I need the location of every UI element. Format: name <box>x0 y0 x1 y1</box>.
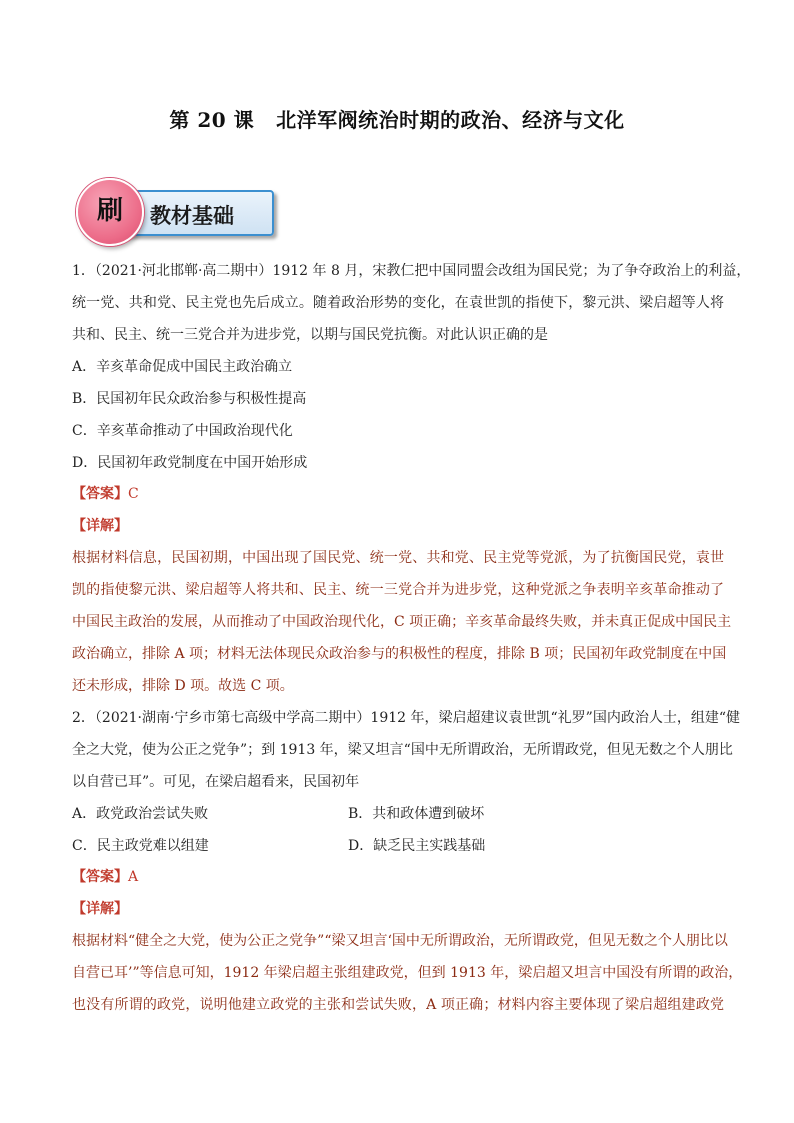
q1-option-c: C．辛亥革命推动了中国政治现代化 <box>72 423 293 439</box>
q2-detail-line: 根据材料“健全之大党，使为公正之党争”“梁又坦言‘国中无所谓政治，无所谓政党，但见无数之个人朋比以 <box>72 933 728 949</box>
q2-detail-label: 【详解】 <box>72 901 128 917</box>
q1-stem-line: 统一党、共和党、民主党也先后成立。随着政治形势的变化，在袁世凯的指使下，黎元洪、梁启超等人将 <box>72 295 724 311</box>
q1-detail-label: 【详解】 <box>72 518 128 534</box>
q1-answer <box>72 485 139 503</box>
q2-answer <box>72 868 138 886</box>
q1-detail-line: 凯的指使黎元洪、梁启超等人将共和、民主、统一三党合并为进步党，这种党派之争表明辛亥革命推动了 <box>72 582 724 598</box>
q2-detail-line: 自营已耳’”等信息可知，1912 年梁启超主张组建政党，但到 1913 年，梁启超又坦言中国没有所谓的政治， <box>72 965 743 981</box>
badge-label: 教材基础 <box>150 204 234 228</box>
q2-option-c: C．民主政党难以组建 <box>72 838 209 854</box>
q2-detail-line: 也没有所谓的政党，说明他建立政党的主张和尝试失败，A 项正确；材料内容主要体现了梁启超组建政党 <box>72 997 724 1013</box>
q1-option-a: A．辛亥革命促成中国民主政治确立 <box>72 359 293 375</box>
badge-circle-char: 刷 <box>96 196 123 226</box>
q2-stem-line: 全之大党，使为公正之党争”；到 1913 年，梁又坦言“国中无所谓政治，无所谓政党，但见无数之个人朋比 <box>72 742 733 758</box>
q2-stem-line: 以自营已耳”。可见，在梁启超看来，民国初年 <box>72 774 360 790</box>
q1-option-d: D．民国初年政党制度在中国开始形成 <box>72 455 308 471</box>
q1-answer-label: 【答案】 <box>72 486 128 502</box>
q2-stem-line: 2．（2021·湖南·宁乡市第七高级中学高二期中）1912 年，梁启超建议袁世凯“礼罗”国内政治人士，组建“健 <box>72 710 740 726</box>
page-title <box>0 104 794 133</box>
q2-option-d: D．缺乏民主实践基础 <box>348 838 486 854</box>
q1-detail-line: 根据材料信息，民国初期，中国出现了国民党、统一党、共和党、民主党等党派，为了抗衡国民党，袁世 <box>72 550 724 566</box>
q2-option-a: A．政党政治尝试失败 <box>72 806 209 822</box>
q1-option-b: B．民国初年民众政治参与积极性提高 <box>72 391 307 407</box>
q2-answer-label: 【答案】 <box>72 869 128 885</box>
q1-detail-line: 政治确立，排除 A 项；材料无法体现民众政治参与的积极性的程度，排除 B 项；民国初年政党制度在中国 <box>72 646 727 662</box>
q1-stem-line: 共和、民主、统一三党合并为进步党，以期与国民党抗衡。对此认识正确的是 <box>72 327 548 343</box>
lesson-heading: 北洋军阀统治时期的政治、经济与文化 <box>276 108 625 132</box>
q2-answer-value: A <box>128 869 139 885</box>
badge-circle <box>76 178 144 246</box>
q2-option-b: B．共和政体遭到破坏 <box>348 806 485 822</box>
q1-stem-line: 1．（2021·河北邯郸·高二期中）1912 年 8 月，宋教仁把中国同盟会改组为国民党；为了争夺政治上的利益， <box>72 263 751 279</box>
section-badge <box>78 182 278 242</box>
lesson-number: 第 20 课 <box>169 108 255 132</box>
q1-detail-line: 中国民主政治的发展，从而推动了中国政治现代化，C 项正确；辛亥革命最终失败，并未真正促成中国民主 <box>72 614 732 630</box>
q1-answer-value: C <box>128 486 139 502</box>
q1-detail-line: 还未形成，排除 D 项。故选 C 项。 <box>72 678 294 694</box>
